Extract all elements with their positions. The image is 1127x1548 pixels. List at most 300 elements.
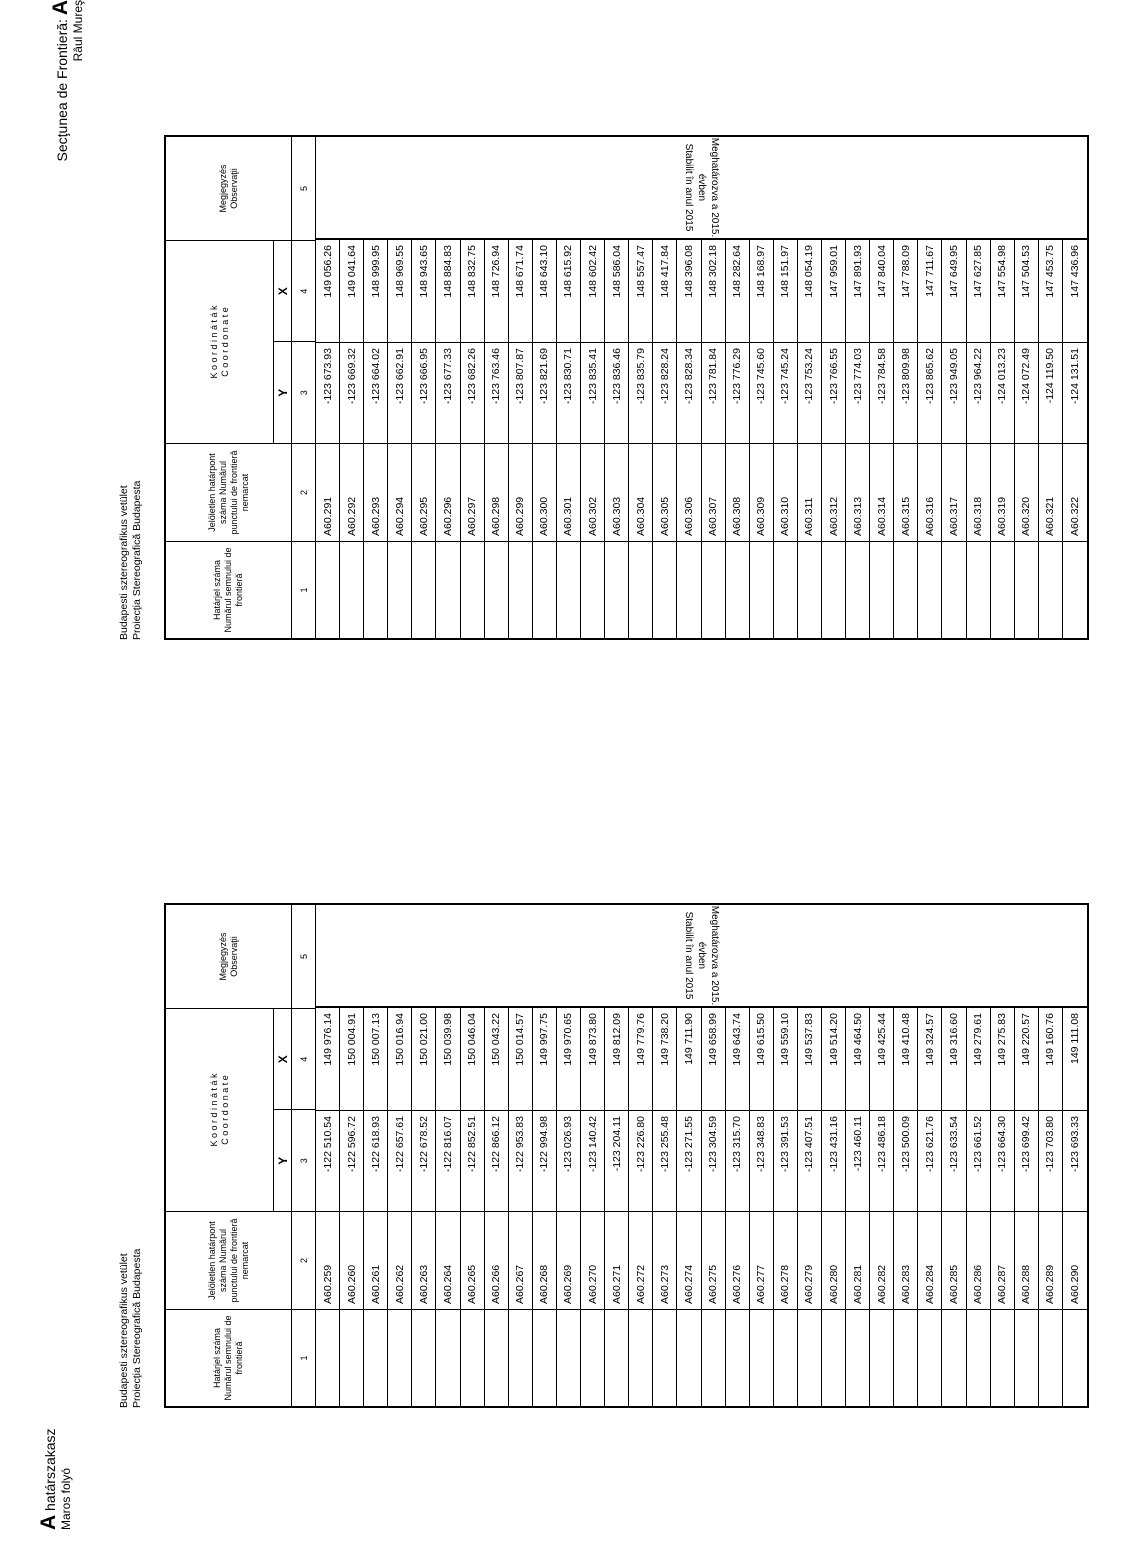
mark-number-cell bbox=[967, 1309, 990, 1406]
mark-number-cell bbox=[581, 1309, 604, 1406]
y-coordinate-cell: -123 763.46 bbox=[485, 342, 508, 443]
point-number-cell: A60.277 bbox=[750, 1211, 773, 1309]
mark-number-cell bbox=[918, 541, 941, 638]
point-number-cell: A60.260 bbox=[340, 1211, 363, 1309]
mark-number-cell bbox=[533, 541, 556, 638]
table-row bbox=[388, 1008, 412, 1406]
point-number-cell: A60.321 bbox=[1039, 443, 1062, 541]
table-row bbox=[870, 240, 894, 638]
y-coordinate-cell: -123 460.11 bbox=[846, 1110, 869, 1211]
table-row bbox=[774, 1008, 798, 1406]
x-coordinate-cell: 147 504.53 bbox=[1020, 245, 1033, 298]
table-row bbox=[653, 240, 677, 638]
mark-number-cell bbox=[629, 541, 652, 638]
x-coordinate-cell: 148 417.84 bbox=[658, 245, 671, 298]
mark-number-cell bbox=[942, 541, 965, 638]
table-row bbox=[942, 1008, 966, 1406]
x-coordinate-cell: 149 410.48 bbox=[899, 1013, 912, 1066]
x-coordinate-cell: 149 658.99 bbox=[707, 1013, 720, 1066]
mark-number-cell bbox=[798, 541, 821, 638]
point-number-cell: A60.264 bbox=[436, 1211, 459, 1309]
x-coordinate-cell: 148 671.74 bbox=[514, 245, 527, 298]
y-coordinate-cell: -123 391.53 bbox=[774, 1110, 797, 1211]
y-coordinate-cell: -122 953.83 bbox=[509, 1110, 532, 1211]
table-row bbox=[822, 1008, 846, 1406]
y-coordinate-cell: -124 131.51 bbox=[1063, 342, 1087, 443]
point-number-cell: A60.278 bbox=[774, 1211, 797, 1309]
point-number-cell: A60.271 bbox=[605, 1211, 628, 1309]
col-header-point-number: Jelöletlen határpont száma Numărul punctului de frontieră nemarcat 2 bbox=[166, 443, 315, 541]
y-coordinate-cell: -123 407.51 bbox=[798, 1110, 821, 1211]
x-coordinate-cell: 149 324.57 bbox=[923, 1013, 936, 1066]
x-coordinate-cell: 148 302.18 bbox=[707, 245, 720, 298]
x-coordinate-cell: 148 615.92 bbox=[562, 245, 575, 298]
x-coordinate-cell: 149 056.26 bbox=[321, 245, 334, 298]
table-row bbox=[557, 240, 581, 638]
y-coordinate-cell: -123 633.54 bbox=[942, 1110, 965, 1211]
table-row bbox=[798, 240, 822, 638]
col-header-observations: Megjegyzés Observaţii 5 bbox=[166, 137, 315, 240]
mark-number-cell bbox=[967, 541, 990, 638]
mark-number-cell bbox=[653, 541, 676, 638]
point-number-cell: A60.274 bbox=[677, 1211, 700, 1309]
section-title-ro: Secţunea de Frontieră: bbox=[54, 15, 70, 162]
point-number-cell: A60.280 bbox=[822, 1211, 845, 1309]
table-row bbox=[509, 240, 533, 638]
table-row bbox=[316, 240, 340, 638]
y-coordinate-cell: -123 745.24 bbox=[774, 342, 797, 443]
table-row bbox=[1015, 1008, 1039, 1406]
point-number-cell: A60.318 bbox=[967, 443, 990, 541]
point-number-cell: A60.292 bbox=[340, 443, 363, 541]
y-coordinate-cell: -123 348.83 bbox=[750, 1110, 773, 1211]
point-number-cell: A60.304 bbox=[629, 443, 652, 541]
table-header bbox=[166, 137, 316, 638]
point-number-cell: A60.302 bbox=[581, 443, 604, 541]
y-coordinate-cell: -123 745.60 bbox=[750, 342, 773, 443]
coordinate-table-bottom bbox=[164, 903, 1089, 1408]
table-row bbox=[629, 240, 653, 638]
table-row bbox=[991, 240, 1015, 638]
projection-note-top: Budapesti sztereografikus vetület Proiecţia Stereografică Budapesta bbox=[118, 480, 143, 640]
y-coordinate-cell: -123 140.42 bbox=[581, 1110, 604, 1211]
river-name-hu: Maros folyó bbox=[59, 1467, 73, 1530]
y-coordinate-cell: -122 618.93 bbox=[364, 1110, 387, 1211]
point-number-cell: A60.284 bbox=[918, 1211, 941, 1309]
point-number-cell: A60.270 bbox=[581, 1211, 604, 1309]
mark-number-cell bbox=[918, 1309, 941, 1406]
x-coordinate-cell: 148 643.10 bbox=[538, 245, 551, 298]
x-coordinate-cell: 149 425.44 bbox=[875, 1013, 888, 1066]
x-coordinate-cell: 148 168.97 bbox=[755, 245, 768, 298]
table-row bbox=[461, 240, 485, 638]
y-coordinate-cell: -123 774.03 bbox=[846, 342, 869, 443]
x-coordinate-cell: 147 891.93 bbox=[851, 245, 864, 298]
point-number-cell: A60.311 bbox=[798, 443, 821, 541]
mark-number-cell bbox=[388, 1309, 411, 1406]
x-coordinate-cell: 147 554.98 bbox=[996, 245, 1009, 298]
x-coordinate-cell: 149 559.10 bbox=[779, 1013, 792, 1066]
col-header-y: Y bbox=[275, 1156, 290, 1165]
x-coordinate-cell: 150 014.57 bbox=[514, 1013, 527, 1066]
col-header-x: X bbox=[274, 241, 291, 343]
mark-number-cell bbox=[1015, 541, 1038, 638]
point-number-cell: A60.319 bbox=[991, 443, 1014, 541]
col-header-observations: Megjegyzés Observaţii 5 bbox=[166, 905, 315, 1008]
x-coordinate-cell: 149 275.83 bbox=[996, 1013, 1009, 1066]
col-header-coordinates: K o o r d i n á t á k C o o r d o n a t e Y X 3 4 bbox=[166, 240, 315, 443]
y-coordinate-cell: -123 026.93 bbox=[557, 1110, 580, 1211]
x-coordinate-cell: 148 151.97 bbox=[779, 245, 792, 298]
y-coordinate-cell: -123 315.70 bbox=[726, 1110, 749, 1211]
x-coordinate-cell: 147 959.01 bbox=[827, 245, 840, 298]
x-coordinate-cell: 150 046.04 bbox=[466, 1013, 479, 1066]
y-coordinate-cell: -123 682.26 bbox=[461, 342, 484, 443]
y-coordinate-cell: -123 865.62 bbox=[918, 342, 941, 443]
table-row bbox=[436, 240, 460, 638]
mark-number-cell bbox=[1039, 541, 1062, 638]
y-coordinate-cell: -123 949.05 bbox=[942, 342, 965, 443]
mark-number-cell bbox=[340, 541, 363, 638]
point-number-cell: A60.291 bbox=[316, 443, 339, 541]
table-row bbox=[1039, 240, 1063, 638]
mark-number-cell bbox=[388, 541, 411, 638]
x-coordinate-cell: 150 039.98 bbox=[442, 1013, 455, 1066]
y-coordinate-cell: -124 013.23 bbox=[991, 342, 1014, 443]
point-number-cell: A60.303 bbox=[605, 443, 628, 541]
x-coordinate-cell: 149 615.50 bbox=[755, 1013, 768, 1066]
point-number-cell: A60.269 bbox=[557, 1211, 580, 1309]
mark-number-cell bbox=[485, 541, 508, 638]
table-row bbox=[316, 1008, 340, 1406]
table-row bbox=[581, 240, 605, 638]
point-number-cell: A60.315 bbox=[894, 443, 917, 541]
table-row bbox=[1063, 1008, 1087, 1406]
mark-number-cell bbox=[846, 1309, 869, 1406]
table-row bbox=[605, 240, 629, 638]
mark-number-cell bbox=[316, 1309, 339, 1406]
x-coordinate-cell: 149 464.50 bbox=[851, 1013, 864, 1066]
table-row bbox=[605, 1008, 629, 1406]
mark-number-cell bbox=[702, 541, 725, 638]
point-number-cell: A60.322 bbox=[1063, 443, 1087, 541]
table-row bbox=[533, 240, 557, 638]
y-coordinate-cell: -123 677.33 bbox=[436, 342, 459, 443]
table-row bbox=[412, 240, 436, 638]
point-number-cell: A60.300 bbox=[533, 443, 556, 541]
table-row bbox=[894, 240, 918, 638]
mark-number-cell bbox=[509, 541, 532, 638]
mark-number-cell bbox=[1063, 1309, 1087, 1406]
y-coordinate-cell: -123 699.42 bbox=[1015, 1110, 1038, 1211]
y-coordinate-cell: -124 072.49 bbox=[1015, 342, 1038, 443]
x-coordinate-cell: 148 969.55 bbox=[393, 245, 406, 298]
y-coordinate-cell: -123 836.46 bbox=[605, 342, 628, 443]
mark-number-cell bbox=[436, 541, 459, 638]
mark-number-cell bbox=[798, 1309, 821, 1406]
point-number-cell: A60.275 bbox=[702, 1211, 725, 1309]
point-number-cell: A60.314 bbox=[870, 443, 893, 541]
table-row bbox=[870, 1008, 894, 1406]
table-body bbox=[316, 238, 1087, 638]
observation-cell: Meghatározva a 2015. évben Stabilit în anul 2015 bbox=[683, 137, 720, 238]
col-header-coordinates: K o o r d i n á t á k C o o r d o n a t e Y X 3 4 bbox=[166, 1008, 315, 1211]
table-row bbox=[629, 1008, 653, 1406]
x-coordinate-cell: 147 627.85 bbox=[972, 245, 985, 298]
x-coordinate-cell: 149 220.57 bbox=[1020, 1013, 1033, 1066]
table-row bbox=[677, 1008, 701, 1406]
mark-number-cell bbox=[1039, 1309, 1062, 1406]
y-coordinate-cell: -123 703.80 bbox=[1039, 1110, 1062, 1211]
point-number-cell: A60.316 bbox=[918, 443, 941, 541]
mark-number-cell bbox=[461, 1309, 484, 1406]
x-coordinate-cell: 150 004.91 bbox=[345, 1013, 358, 1066]
observation-cell: Meghatározva a 2015. évben Stabilit în anul 2015 bbox=[683, 905, 720, 1006]
table-row bbox=[412, 1008, 436, 1406]
point-number-cell: A60.261 bbox=[364, 1211, 387, 1309]
table-row bbox=[677, 240, 701, 638]
x-coordinate-cell: 148 557.47 bbox=[634, 245, 647, 298]
x-coordinate-cell: 149 537.83 bbox=[803, 1013, 816, 1066]
point-number-cell: A60.288 bbox=[1015, 1211, 1038, 1309]
col-header-mark-number: Határjel száma Numărul semnului de frontieră 1 bbox=[166, 541, 315, 638]
x-coordinate-cell: 148 726.94 bbox=[490, 245, 503, 298]
table-row bbox=[340, 1008, 364, 1406]
table-row bbox=[509, 1008, 533, 1406]
point-number-cell: A60.313 bbox=[846, 443, 869, 541]
point-number-cell: A60.285 bbox=[942, 1211, 965, 1309]
mark-number-cell bbox=[846, 541, 869, 638]
table-row bbox=[533, 1008, 557, 1406]
section-label-right bbox=[49, 0, 112, 170]
section-title-hu: határszakasz bbox=[42, 1428, 58, 1515]
y-coordinate-cell: -123 821.69 bbox=[533, 342, 556, 443]
mark-number-cell bbox=[677, 1309, 700, 1406]
mark-number-cell bbox=[822, 541, 845, 638]
point-number-cell: A60.282 bbox=[870, 1211, 893, 1309]
point-number-cell: A60.312 bbox=[822, 443, 845, 541]
x-coordinate-cell: 150 021.00 bbox=[417, 1013, 430, 1066]
point-number-cell: A60.286 bbox=[967, 1211, 990, 1309]
y-coordinate-cell: -123 809.98 bbox=[894, 342, 917, 443]
mark-number-cell bbox=[605, 541, 628, 638]
y-coordinate-cell: -123 226.80 bbox=[629, 1110, 652, 1211]
table-row bbox=[557, 1008, 581, 1406]
point-number-cell: A60.301 bbox=[557, 443, 580, 541]
y-coordinate-cell: -123 835.79 bbox=[629, 342, 652, 443]
y-coordinate-cell: -122 678.52 bbox=[412, 1110, 435, 1211]
mark-number-cell bbox=[629, 1309, 652, 1406]
coordinate-table-top bbox=[164, 135, 1089, 640]
mark-number-cell bbox=[412, 1309, 435, 1406]
table-row bbox=[485, 1008, 509, 1406]
point-number-cell: A60.320 bbox=[1015, 443, 1038, 541]
point-number-cell: A60.273 bbox=[653, 1211, 676, 1309]
y-coordinate-cell: -122 657.61 bbox=[388, 1110, 411, 1211]
river-name-ro: Râul Mureş bbox=[71, 0, 85, 62]
x-coordinate-cell: 149 970.65 bbox=[562, 1013, 575, 1066]
mark-number-cell bbox=[485, 1309, 508, 1406]
table-row bbox=[846, 1008, 870, 1406]
y-coordinate-cell: -123 753.24 bbox=[798, 342, 821, 443]
col-header-point-number: Jelöletlen határpont száma Numărul punctului de frontieră nemarcat 2 bbox=[166, 1211, 315, 1309]
mark-number-cell bbox=[894, 1309, 917, 1406]
table-row bbox=[822, 240, 846, 638]
section-letter: A bbox=[37, 1514, 60, 1530]
y-coordinate-cell: -122 596.72 bbox=[340, 1110, 363, 1211]
table-row bbox=[918, 1008, 942, 1406]
mark-number-cell bbox=[1015, 1309, 1038, 1406]
table-row bbox=[967, 240, 991, 638]
mark-number-cell bbox=[557, 541, 580, 638]
x-coordinate-cell: 147 436.96 bbox=[1068, 245, 1081, 298]
y-coordinate-cell: -122 816.07 bbox=[436, 1110, 459, 1211]
mark-number-cell bbox=[774, 1309, 797, 1406]
point-number-cell: A60.297 bbox=[461, 443, 484, 541]
table-row bbox=[485, 240, 509, 638]
point-number-cell: A60.276 bbox=[726, 1211, 749, 1309]
projection-note-bottom: Budapesti sztereografikus vetület Proiecţia Stereografică Budapesta bbox=[118, 1248, 143, 1408]
y-coordinate-cell: -122 866.12 bbox=[485, 1110, 508, 1211]
x-coordinate-cell: 147 453.75 bbox=[1044, 245, 1057, 298]
mark-number-cell bbox=[1063, 541, 1087, 638]
point-number-cell: A60.287 bbox=[991, 1211, 1014, 1309]
table-body bbox=[316, 1006, 1087, 1406]
table-row bbox=[702, 240, 726, 638]
point-number-cell: A60.308 bbox=[726, 443, 749, 541]
point-number-cell: A60.298 bbox=[485, 443, 508, 541]
table-row bbox=[388, 240, 412, 638]
y-coordinate-cell: -123 828.34 bbox=[677, 342, 700, 443]
x-coordinate-cell: 148 282.64 bbox=[731, 245, 744, 298]
x-coordinate-cell: 149 997.75 bbox=[538, 1013, 551, 1066]
y-coordinate-cell: -123 693.33 bbox=[1063, 1110, 1087, 1211]
mark-number-cell bbox=[822, 1309, 845, 1406]
point-number-cell: A60.310 bbox=[774, 443, 797, 541]
col-header-y: Y bbox=[275, 388, 290, 397]
x-coordinate-cell: 149 160.76 bbox=[1044, 1013, 1057, 1066]
point-number-cell: A60.306 bbox=[677, 443, 700, 541]
x-coordinate-cell: 147 649.95 bbox=[947, 245, 960, 298]
table-row bbox=[1039, 1008, 1063, 1406]
x-coordinate-cell: 147 840.04 bbox=[875, 245, 888, 298]
x-coordinate-cell: 149 111.08 bbox=[1068, 1013, 1081, 1064]
x-coordinate-cell: 148 999.95 bbox=[369, 245, 382, 298]
mark-number-cell bbox=[726, 1309, 749, 1406]
table-row bbox=[991, 1008, 1015, 1406]
table-row bbox=[702, 1008, 726, 1406]
table-row bbox=[1063, 240, 1087, 638]
table-row bbox=[967, 1008, 991, 1406]
x-coordinate-cell: 149 316.60 bbox=[947, 1013, 960, 1066]
x-coordinate-cell: 148 586.04 bbox=[610, 245, 623, 298]
table-row bbox=[798, 1008, 822, 1406]
point-number-cell: A60.259 bbox=[316, 1211, 339, 1309]
table-row bbox=[364, 1008, 388, 1406]
x-coordinate-cell: 149 711.90 bbox=[682, 1013, 695, 1065]
x-coordinate-cell: 149 812.09 bbox=[610, 1013, 623, 1066]
col-header-x: X bbox=[274, 1009, 291, 1111]
x-coordinate-cell: 148 884.83 bbox=[442, 245, 455, 298]
point-number-cell: A60.295 bbox=[412, 443, 435, 541]
table-header bbox=[166, 905, 316, 1406]
y-coordinate-cell: -123 673.93 bbox=[316, 342, 339, 443]
x-coordinate-cell: 147 711.67 bbox=[923, 245, 936, 297]
point-number-cell: A60.294 bbox=[388, 443, 411, 541]
mark-number-cell bbox=[316, 541, 339, 638]
y-coordinate-cell: -123 766.55 bbox=[822, 342, 845, 443]
point-number-cell: A60.293 bbox=[364, 443, 387, 541]
section-label-left bbox=[37, 1370, 100, 1530]
table-row bbox=[340, 240, 364, 638]
x-coordinate-cell: 149 976.14 bbox=[321, 1013, 334, 1066]
point-number-cell: A60.307 bbox=[702, 443, 725, 541]
table-row bbox=[894, 1008, 918, 1406]
x-coordinate-cell: 148 832.75 bbox=[466, 245, 479, 298]
mark-number-cell bbox=[942, 1309, 965, 1406]
point-number-cell: A60.266 bbox=[485, 1211, 508, 1309]
point-number-cell: A60.268 bbox=[533, 1211, 556, 1309]
y-coordinate-cell: -123 255.48 bbox=[653, 1110, 676, 1211]
y-coordinate-cell: -123 621.76 bbox=[918, 1110, 941, 1211]
mark-number-cell bbox=[677, 541, 700, 638]
mark-number-cell bbox=[436, 1309, 459, 1406]
point-number-cell: A60.299 bbox=[509, 443, 532, 541]
x-coordinate-cell: 148 054.19 bbox=[803, 245, 816, 298]
table-row bbox=[846, 240, 870, 638]
x-coordinate-cell: 147 788.09 bbox=[899, 245, 912, 298]
table-row bbox=[364, 240, 388, 638]
point-number-cell: A60.317 bbox=[942, 443, 965, 541]
table-row bbox=[942, 240, 966, 638]
y-coordinate-cell: -123 807.87 bbox=[509, 342, 532, 443]
x-coordinate-cell: 150 043.22 bbox=[490, 1013, 503, 1066]
x-coordinate-cell: 149 041.64 bbox=[345, 245, 358, 298]
x-coordinate-cell: 149 779.76 bbox=[634, 1013, 647, 1066]
table-row bbox=[774, 240, 798, 638]
y-coordinate-cell: -123 666.95 bbox=[412, 342, 435, 443]
point-number-cell: A60.263 bbox=[412, 1211, 435, 1309]
mark-number-cell bbox=[364, 541, 387, 638]
x-coordinate-cell: 148 602.42 bbox=[586, 245, 599, 298]
table-row bbox=[726, 1008, 750, 1406]
point-number-cell: A60.296 bbox=[436, 443, 459, 541]
x-coordinate-cell: 150 016.94 bbox=[393, 1013, 406, 1066]
section-letter-ro: A bbox=[49, 0, 72, 16]
x-coordinate-cell: 150 007.13 bbox=[369, 1013, 382, 1066]
mark-number-cell bbox=[750, 541, 773, 638]
mark-number-cell bbox=[894, 541, 917, 638]
mark-number-cell bbox=[340, 1309, 363, 1406]
mark-number-cell bbox=[991, 1309, 1014, 1406]
mark-number-cell bbox=[605, 1309, 628, 1406]
mark-number-cell bbox=[750, 1309, 773, 1406]
table-row bbox=[581, 1008, 605, 1406]
y-coordinate-cell: -123 664.30 bbox=[991, 1110, 1014, 1211]
mark-number-cell bbox=[412, 541, 435, 638]
y-coordinate-cell: -123 662.91 bbox=[388, 342, 411, 443]
table-row bbox=[461, 1008, 485, 1406]
x-coordinate-cell: 148 396.08 bbox=[682, 245, 695, 298]
point-number-cell: A60.305 bbox=[653, 443, 676, 541]
mark-number-cell bbox=[557, 1309, 580, 1406]
y-coordinate-cell: -123 828.24 bbox=[653, 342, 676, 443]
table-row bbox=[750, 1008, 774, 1406]
table-row bbox=[918, 240, 942, 638]
mark-number-cell bbox=[870, 1309, 893, 1406]
y-coordinate-cell: -123 431.16 bbox=[822, 1110, 845, 1211]
y-coordinate-cell: -123 835.41 bbox=[581, 342, 604, 443]
